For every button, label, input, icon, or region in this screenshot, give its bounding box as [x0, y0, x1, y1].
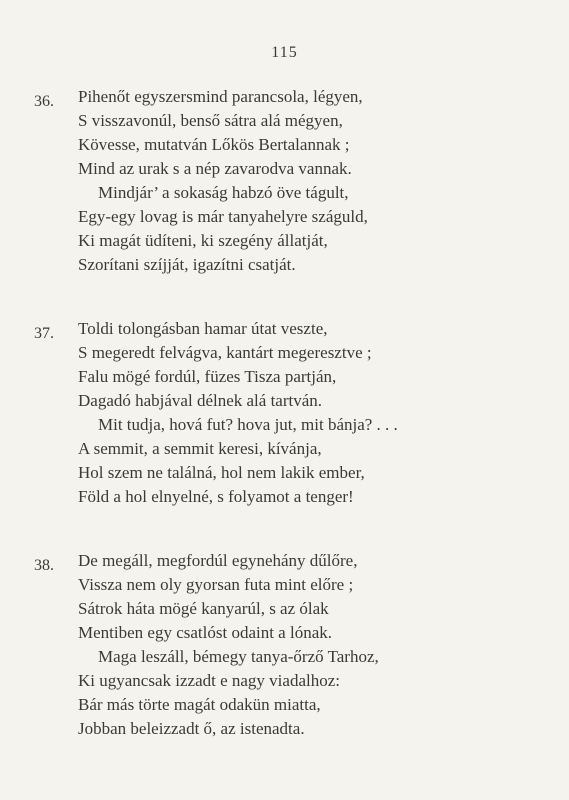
stanza-number: 36. [34, 93, 54, 110]
verse-line: Kövesse, mutatván Lőkös Bertalannak ; [78, 135, 350, 154]
verse-line: A semmit, a semmit keresi, kívánja, [78, 439, 322, 458]
verse-line: Toldi tolongásban hamar útat veszte, [78, 319, 328, 338]
stanza-number: 37. [34, 325, 54, 342]
verse-line: Sátrok háta mögé kanyarúl, s az ólak [78, 599, 329, 618]
verse-line: Falu mögé fordúl, füzes Tisza partján, [78, 367, 337, 386]
verse-line: S visszavonúl, benső sátra alá mégyen, [78, 111, 343, 130]
verse-line: Mind az urak s a nép zavarodva vannak. [78, 159, 352, 178]
verse-line: Hol szem ne találná, hol nem lakik ember, [78, 463, 365, 482]
stanza-number: 38. [34, 557, 54, 574]
verse-line: Jobban beleizzadt ő, az istenadta. [78, 719, 305, 738]
verse-line: Egy-egy lovag is már tanyahelyre száguld, [78, 207, 368, 226]
verse-line: Mindjár’ a sokaság habzó öve tágult, [98, 183, 349, 202]
verse-line: Ki magát üdíteni, ki szegény állatját, [78, 231, 328, 250]
verse-line: Maga leszáll, bémegy tanya-őrző Tarhoz, [98, 647, 379, 666]
verse-line: Ki ugyancsak izzadt e nagy viadalhoz: [78, 671, 340, 690]
verse-line: Mit tudja, hová fut? hova jut, mit bánja? . . . [98, 415, 398, 434]
verse-line: S megeredt felvágva, kantárt megeresztve ; [78, 343, 372, 362]
page-number: 115 [271, 44, 298, 61]
verse-line: Vissza nem oly gyorsan futa mint előre ; [78, 575, 354, 594]
verse-line: Szorítani szíjját, igazítni csatját. [78, 255, 296, 274]
verse-line: De megáll, megfordúl egynehány dűlőre, [78, 551, 358, 570]
verse-line: Föld a hol elnyelné, s folyamot a tenger! [78, 487, 354, 506]
verse-line: Mentiben egy csatlóst odaint a lónak. [78, 623, 332, 642]
verse-line: Pihenőt egyszersmind parancsola, légyen, [78, 87, 363, 106]
verse-line: Bár más törte magát odakün miatta, [78, 695, 321, 714]
verse-line: Dagadó habjával délnek alá tartván. [78, 391, 323, 410]
